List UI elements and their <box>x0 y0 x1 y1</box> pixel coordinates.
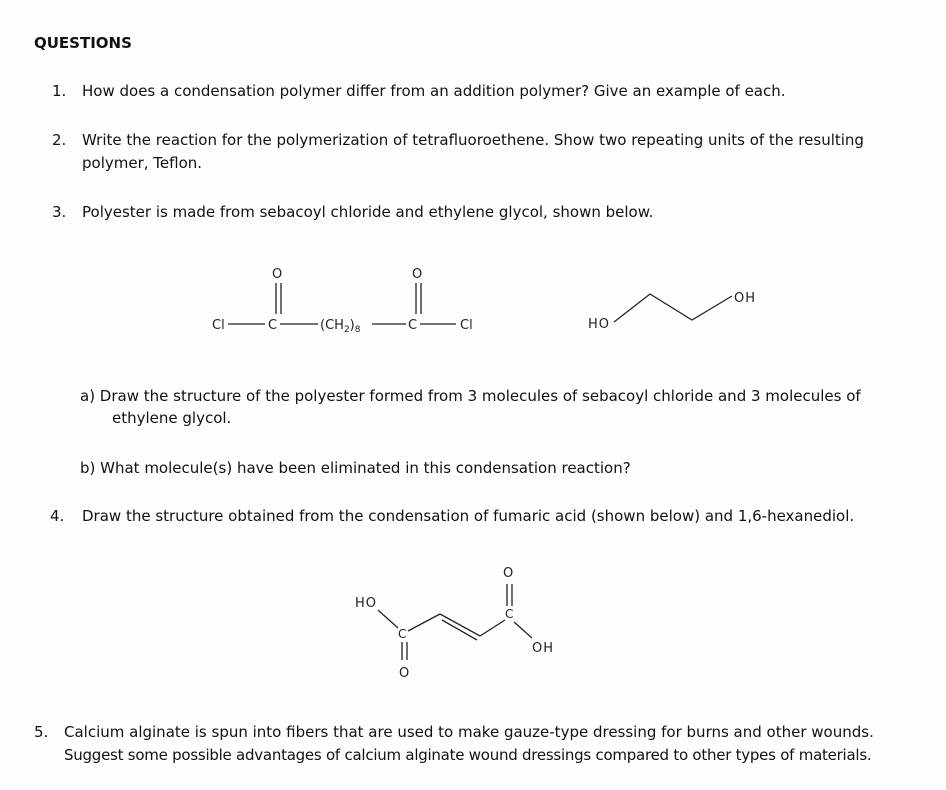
question-1-number: 1. <box>52 82 67 100</box>
fumaric-ho: HO <box>355 596 378 611</box>
ethylene-glycol-ho: HO <box>588 317 611 332</box>
ethylene-glycol-oh: OH <box>734 291 757 306</box>
question-4-number: 4. <box>50 507 65 525</box>
ethylene-glycol-structure <box>586 282 776 338</box>
question-4-text: Draw the structure obtained from the condensation of fumaric acid (shown below) and 1,6-hexanediol. <box>82 507 855 525</box>
question-3b-text: b) What molecule(s) have been eliminated in this condensation reaction? <box>80 459 631 477</box>
question-2-number: 2. <box>52 131 67 149</box>
sebacoyl-carbon-left: C <box>268 318 278 333</box>
page-heading: QUESTIONS <box>34 34 132 52</box>
fumaric-carbon-left: C <box>398 627 407 641</box>
sebacoyl-chain-subscript: 2 <box>343 325 350 335</box>
question-2-text-line-1: Write the reaction for the polymerization of tetrafluoroethene. Show two repeating units of the resulting <box>82 131 864 149</box>
question-3a-text-line-1: a) Draw the structure of the polyester formed from 3 molecules of sebacoyl chloride and 3 molecules of <box>80 387 861 405</box>
sebacoyl-chain-count: 8 <box>354 325 361 335</box>
question-5-text-line-2: Suggest some possible advantages of calcium alginate wound dressings compared to other types of materials. <box>64 746 872 764</box>
question-3-text: Polyester is made from sebacoyl chloride and ethylene glycol, shown below. <box>82 203 654 221</box>
fumaric-carbon-right: C <box>505 607 514 621</box>
sebacoyl-oxygen-right: O <box>412 267 423 282</box>
fumaric-oxygen-bottom: O <box>399 666 410 681</box>
fumaric-acid-structure <box>350 560 580 684</box>
question-3-number: 3. <box>52 203 67 221</box>
sebacoyl-chain-open: (CH <box>320 318 344 333</box>
question-5-number: 5. <box>34 723 49 741</box>
sebacoyl-cl-left: Cl <box>212 318 225 333</box>
sebacoyl-oxygen-left: O <box>272 267 283 282</box>
question-1-text: How does a condensation polymer differ from an addition polymer? Give an example of each. <box>82 82 786 100</box>
question-2-text-line-2: polymer, Teflon. <box>82 154 203 172</box>
question-3a-text-line-2: ethylene glycol. <box>112 409 232 427</box>
sebacoyl-chloride-structure <box>210 258 490 342</box>
sebacoyl-chain-close: ) <box>349 318 355 333</box>
sebacoyl-chain <box>320 318 361 335</box>
sebacoyl-cl-right: Cl <box>460 318 473 333</box>
fumaric-oh: OH <box>532 641 555 656</box>
sebacoyl-carbon-right: C <box>408 318 418 333</box>
fumaric-oxygen-top: O <box>503 566 514 581</box>
question-5-text-line-1: Calcium alginate is spun into fibers that are used to make gauze-type dressing for burns and other wounds. <box>64 723 874 741</box>
